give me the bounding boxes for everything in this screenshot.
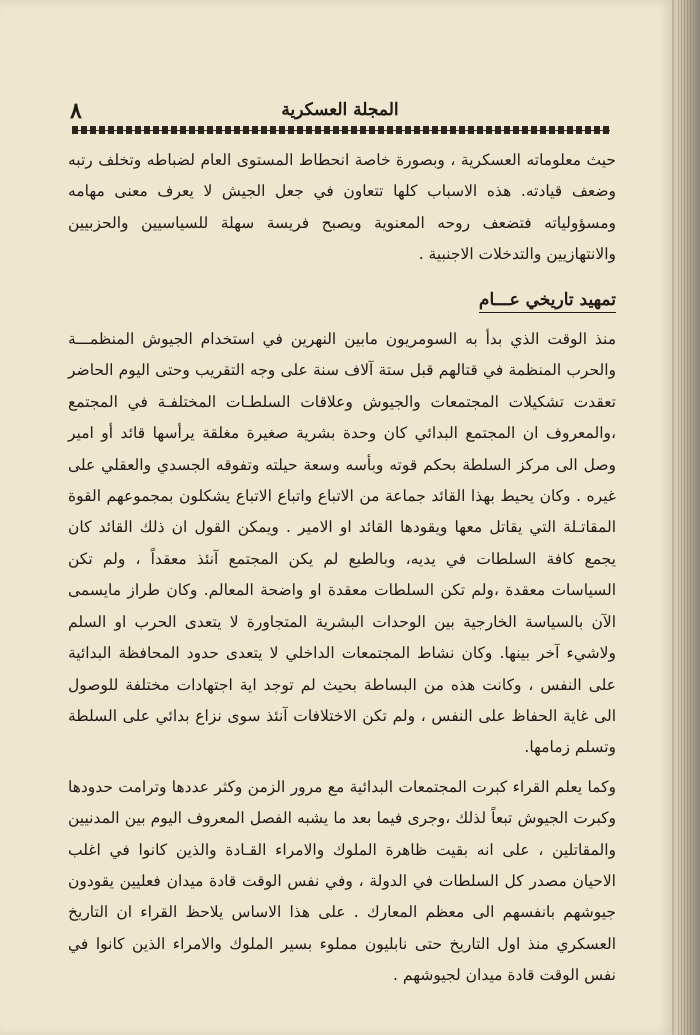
paragraph-1: منذ الوقت الذي بدأ به السومريون مابين النهرين في استخدام الجيوش المنظمـــة والحرب المنظمة في قتالهم قبل ستة آلاف سنة على وجه التقريب وحتى اليوم الحاضر تعقدت تشكيلات المجتمعات والجيوش وعلاقات السلطـات المختلفـة في المجتمع ،والمعروف ان المجتمع البدائي كان وحدة بشرية صغيرة مغلقة يرأسها قائد أو امير وصل الى مركز السلطة بحكم قوته وبأسه وسعة حيلته وتفوقه الجسدي والعقلي على غيره . وكان يحيط بهذا القائد جماعة من الاتباع واتباع الاتباع يشكلون بمجموعهم القوة المقاتـلة التي يقاتل معها ويقودها القائد او الامير . ويمكن القول ان ذلك القائد كان يجمع كافة السلطات في يديه، وبالطبع لم يكن المجتمع آنئذ معقداً ، ولم تكن السياسات معقدة ،ولم تكن السلطات معقدة او واضحة المعالم. وكان طراز مايسمى الآن بالسياسة الخارجية بين الوحدات البشرية المتجاورة لا يتعدى الحرب او السلم ولاشيء آخر بينها. وكان نشاط المجتمعات الداخلي لا يتعدى حدود المحافظة البدائية على النفس ، وكانت هذه من البساطة بحيث لم توجد اية اجتهادات مختلفة للوصول الى غاية الحفاظ على النفس ، ولم تكن الاختلافات آنئذ سوى نزاع بدائي على السلطة وتسلم زمامها. [68, 330, 616, 757]
page-edge [672, 0, 700, 1035]
paragraph-intro: حيث معلوماته العسكرية ، وبصورة خاصة انحطاط المستوى العام لضباطه وتخلف رتبه وضعف قيادته. هذه الاسباب كلها تتعاون في جعل الجيش لا يعرف معنى مهامه ومسؤولياته فتضعف روحه المعنوية ويصبح فريسة سهلة للسياسيين والحزبيين والانتهازيين والتدخلات الاجنبية . [68, 151, 616, 264]
header-rule [72, 126, 610, 134]
article-body [68, 145, 616, 992]
page-number: ٨ [70, 98, 82, 124]
paragraph-2: وكما يعلم القراء كبرت المجتمعات البدائية مع مرور الزمن وكثر عددها وترامت حدودها وكبرت الجيوش تبعاً لذلك ،وجرى فيما بعد ما يشبه الفصل المعروف اليوم بين المدنيين والمقاتلين ، على انه بقيت ظاهرة الملوك والامراء القـادة والذين كانوا في اغلب الاحيان مصدر كل السلطات في الدولة ، وفي نفس الوقت قادة ميدان فعليين يقودون جيوشهم بانفسهم الى معظم المعارك . على هذا الاساس يلاحظ القراء ان التاريخ العسكري منذ اول التاريخ حتى نابليون مملوء بسير الملوك والامراء الذين كانوا في نفس الوقت قادة ميدان لجيوشهم . [68, 777, 616, 985]
running-title: المجلة العسكرية [281, 100, 399, 120]
section-heading-text: تمهيد تاريخي عـــام [479, 290, 616, 313]
section-heading [68, 285, 616, 316]
